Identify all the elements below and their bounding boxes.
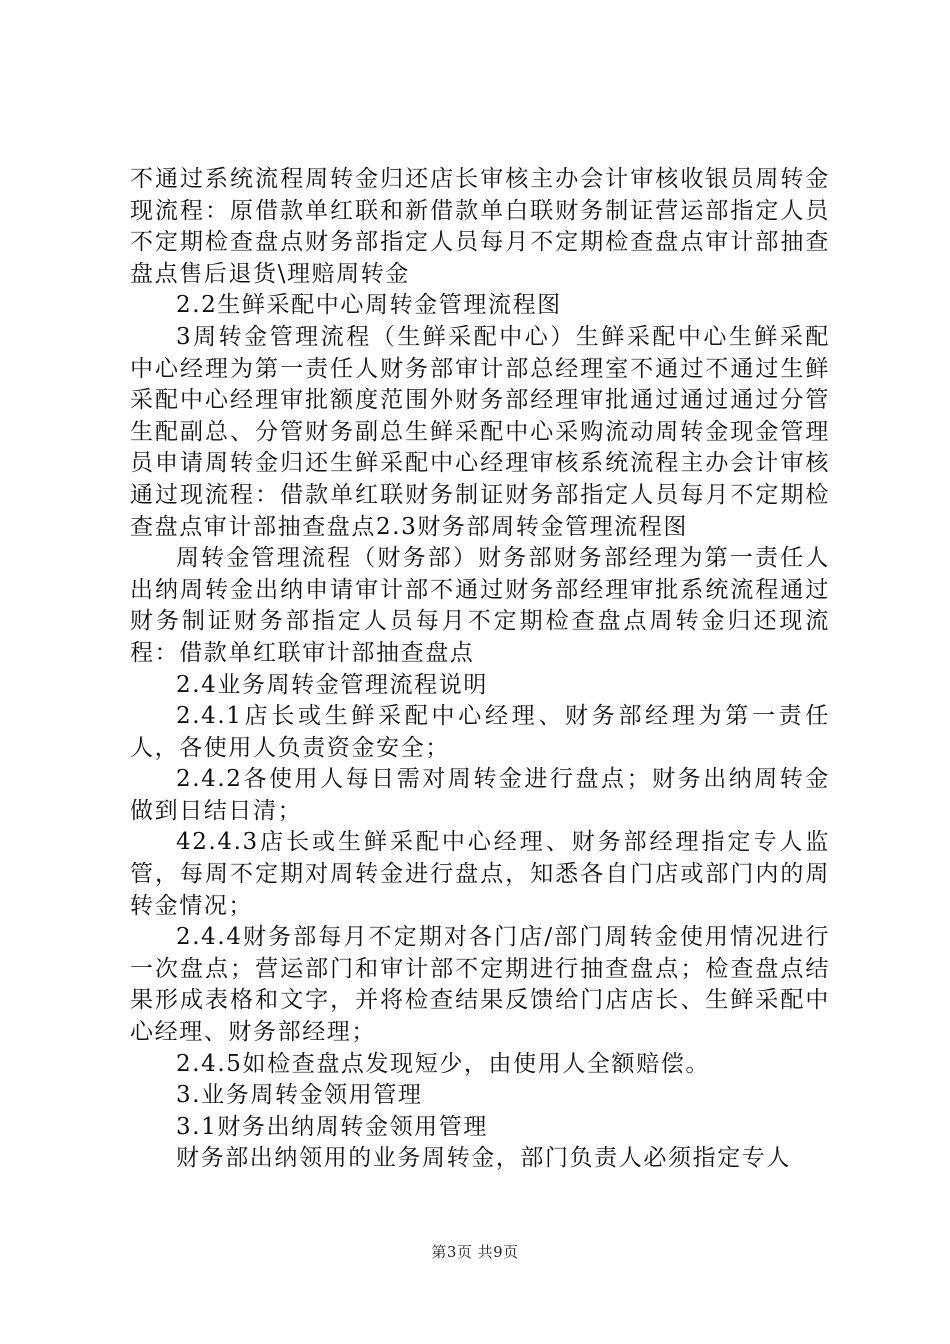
paragraph-finance-flow: 周转金管理流程（财务部）财务部财务部经理为第一责任人出纳周转金出纳申请审计部不通过财务部经理审批系统流程通过财务制证财务部指定人员每月不定期检查盘点周转金归还现流程：借款单红联审计部抽查盘点: [130, 545, 830, 666]
paragraph-2-4-4: 2.4.4财务部每月不定期对各门店/部门周转金使用情况进行一次盘点；营运部门和审计部不定期进行抽查盘点；检查盘点结果形成表格和文字，并将检查结果反馈给门店店长、生鲜采配中心经理、财务部经理；: [130, 924, 830, 1046]
paragraph-flow-continuation: 不通过系统流程周转金归还店长审核主办会计审核收银员周转金现流程：原借款单红联和新借款单白联财务制证营运部指定人员不定期检查盘点财务部指定人员每月不定期检查盘点审计部抽查盘点售后退货\理赔周转金: [130, 166, 830, 287]
heading-2-4: 2.4业务周转金管理流程说明: [176, 671, 488, 698]
paragraph-2-4-5: 2.4.5如检查盘点发现短少，由使用人全额赔偿。: [176, 1050, 710, 1077]
heading-3: 3.业务周转金领用管理: [176, 1082, 423, 1109]
heading-3-1: 3.1财务出纳周转金领用管理: [176, 1113, 488, 1140]
paragraph-2-4-2: 2.4.2各使用人每日需对周转金进行盘点；财务出纳周转金做到日结日清；: [130, 766, 830, 824]
document-body: [130, 164, 830, 1175]
heading-2-2: 2.2生鲜采配中心周转金管理流程图: [176, 292, 562, 319]
paragraph-2-4-1: 2.4.1店长或生鲜采配中心经理、财务部经理为第一责任人，各使用人负责资金安全；: [130, 703, 830, 761]
paragraph-2-4-3: 42.4.3店长或生鲜采配中心经理、财务部经理指定专人监管，每周不定期对周转金进行盘点，知悉各自门店或部门内的周转金情况；: [130, 829, 830, 919]
paragraph-3-1-body: 财务部出纳领用的业务周转金，部门负责人必须指定专人: [176, 1145, 791, 1172]
paragraph-fresh-center-flow: 3周转金管理流程（生鲜采配中心）生鲜采配中心生鲜采配中心经理为第一责任人财务部审计部总经理室不通过不通过生鲜采配中心经理审批额度范围外财务部经理审批通过通过通过分管生配副总、分管财务副总生鲜采配中心采购流动周转金现金管理员申请周转金归还生鲜采配中心经理审核系统流程主办会计审核通过现流程：借款单红联财务制证财务部指定人员每月不定期检查盘点审计部抽查盘点2.3财务部周转金管理流程图: [130, 323, 830, 540]
page-footer: 第3页 共9页: [431, 1243, 519, 1261]
